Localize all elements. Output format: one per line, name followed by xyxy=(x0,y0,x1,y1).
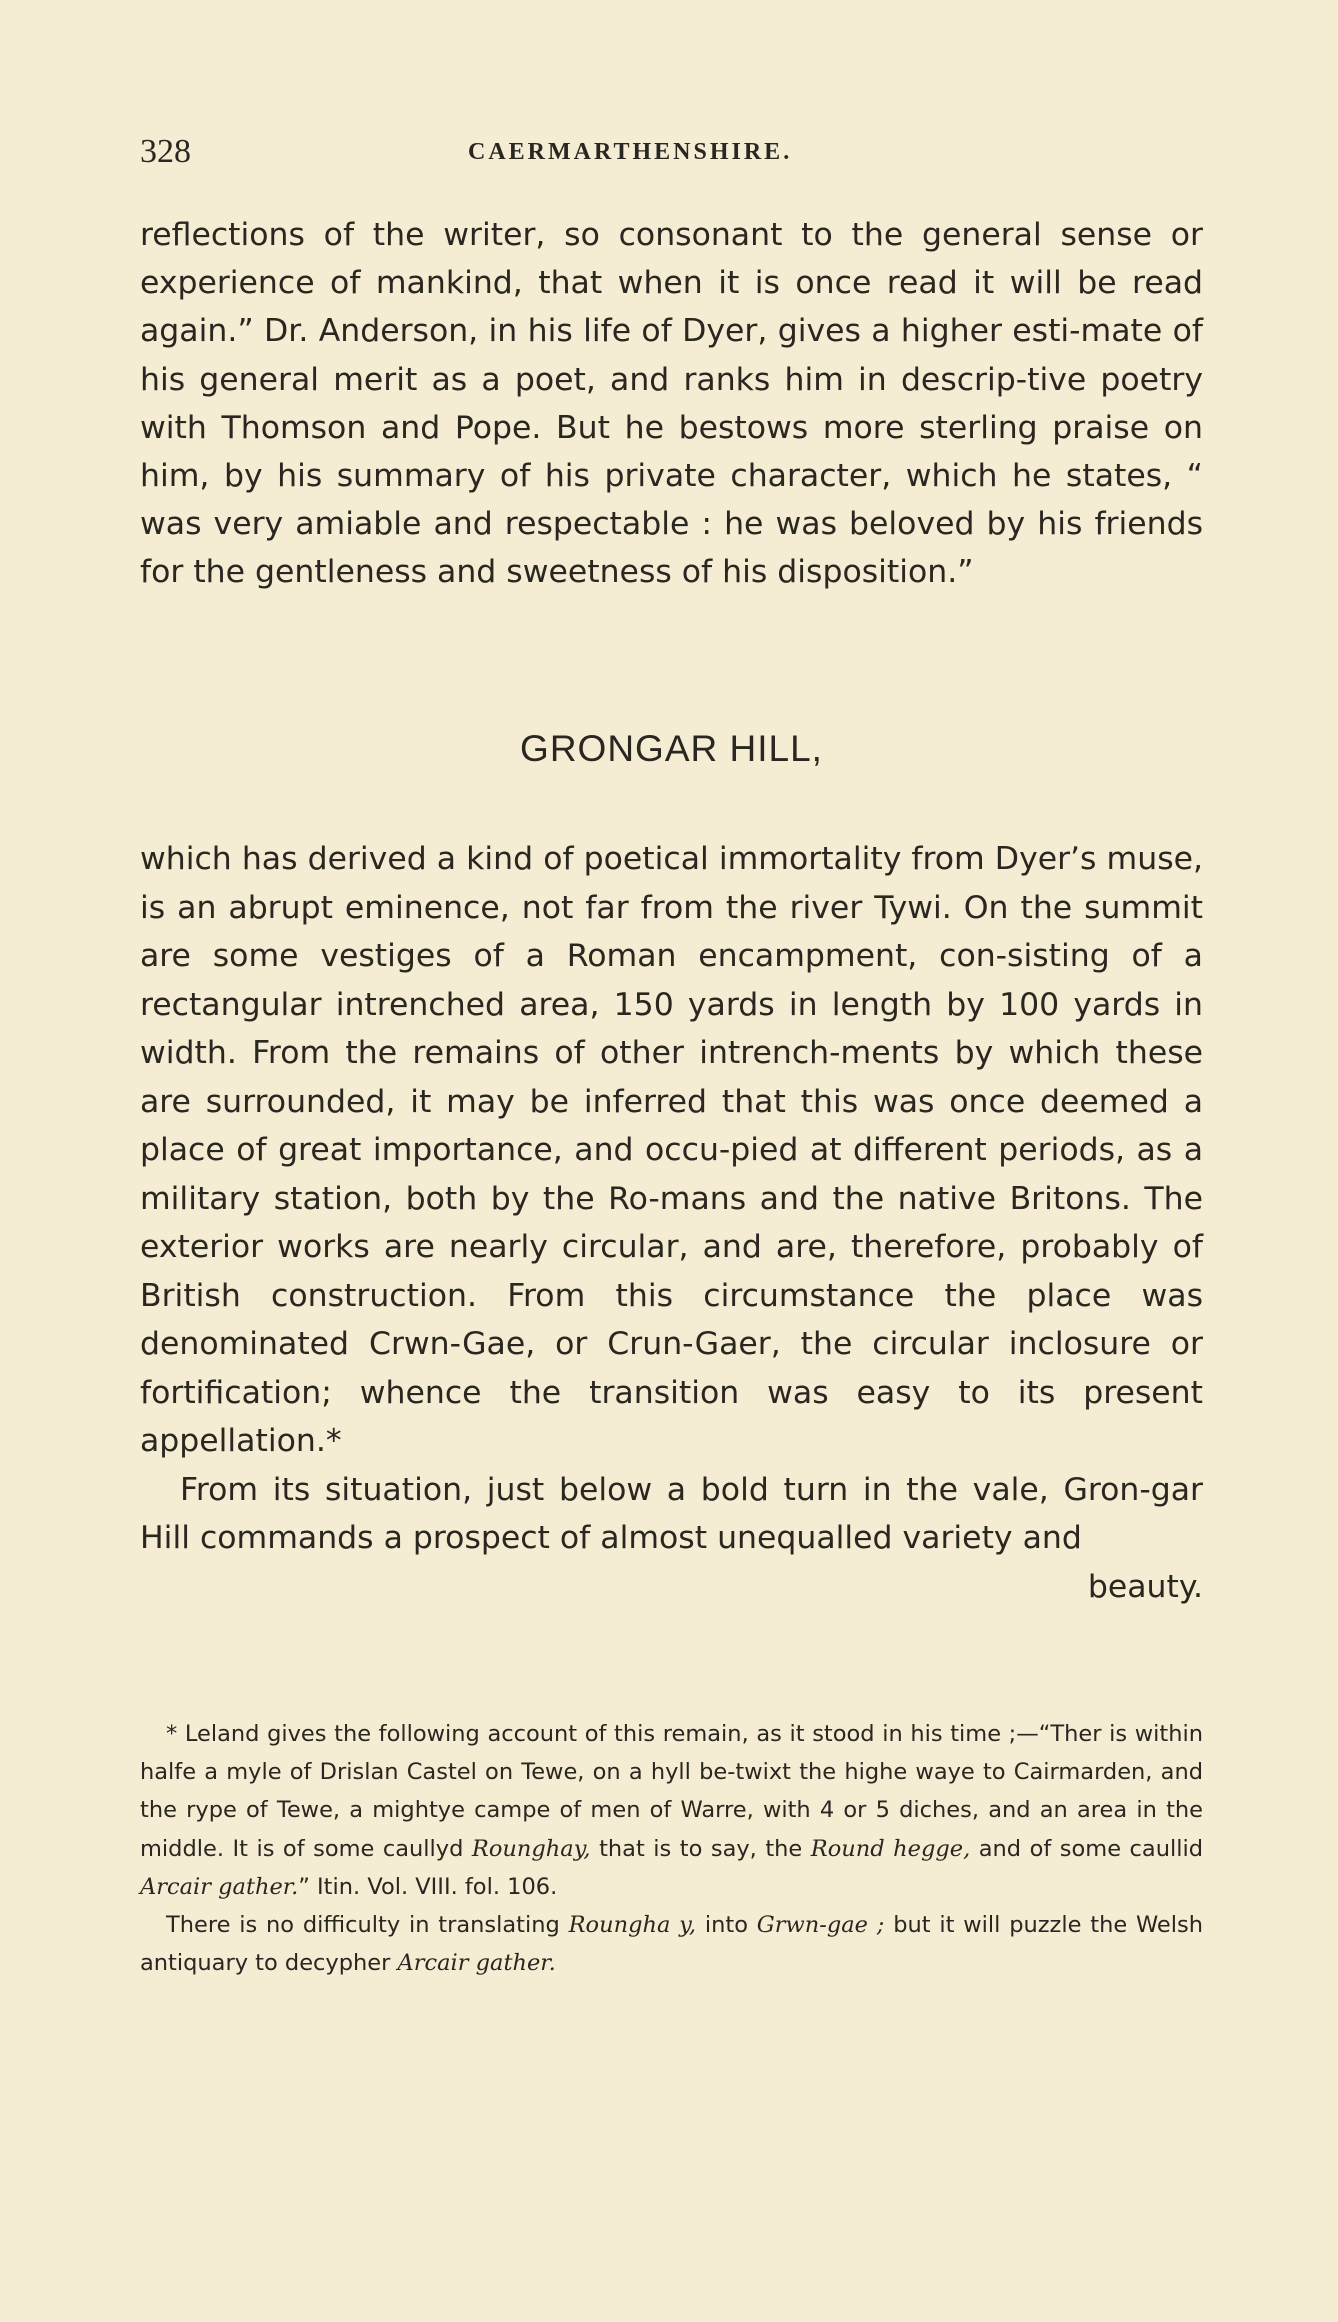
paragraph-grongar: which has derived a kind of poetical immortality from Dyer’s muse, is an abrupt eminence, not far from the river Tywi. On the summit are some vestiges of a Roman encampment, con-sisting of a rectangular intrenched area, 150 yards in length by 100 yards in width. From the remains of other intrench-ments by which these are surrounded, it may be inferred that this was once deemed a place of great importance, and occu-pied at different periods, as a military station, both by the Ro-mans and the native Britons. The exterior works are nearly circular, and are, therefore, probably of British construction. From this circumstance the place was denominated Crwn-Gae, or Crun-Gaer, the circular inclosure or fortification; whence the transition was easy to its present appellation.* xyxy=(140,841,1203,1459)
footnote-leland: * Leland gives the following account of this remain, as it stood in his time ;—“Ther is within halfe a myle of Drislan Castel on Tewe, on a hyll be-twixt the highe waye to Cairmarden, and the rype of Tewe, a mightye campe of men of Warre, with 4 or 5 diches, and an area in the middle. It is of some caullyd Rounghay, that is to say, the Round hegge, and of some caullid Arcair gather.” Itin. Vol. VIII. fol. 106. xyxy=(140,1721,1203,1900)
paragraph-dyer: reflections of the writer, so consonant to the general sense or experience of mankind, that when it is once read it will be read again.” Dr. Anderson, in his life of Dyer, gives a higher esti-mate of his general merit as a poet, and ranks him in descrip-tive poetry with Thomson and Pope. But he bestows more sterling praise on him, by his summary of his private character, which he states, “ was very amiable and respectable : he was beloved by his friends for the gentleness and sweetness of his disposition.” xyxy=(140,217,1203,591)
page-header xyxy=(140,133,1200,173)
section-heading: GRONGAR HILL, xyxy=(520,728,823,769)
main-text-top xyxy=(140,211,1203,597)
paragraph-situation: From its situation, just below a bold turn in the vale, Gron-gar Hill commands a prospect of almost unequalled variety and xyxy=(140,1471,1203,1556)
footnote xyxy=(140,1715,1203,1982)
footnote-translation: There is no difficulty in translating Roungha y, into Grwn-gae ; but it will puzzle the Welsh antiquary to decypher Arcair gather. xyxy=(140,1912,1203,1977)
main-text-bottom xyxy=(140,835,1203,1611)
page-number: 328 xyxy=(140,133,191,170)
paragraph-situation-end: beauty. xyxy=(1087,1568,1203,1605)
running-head: CAERMARTHENSHIRE. xyxy=(468,139,793,165)
